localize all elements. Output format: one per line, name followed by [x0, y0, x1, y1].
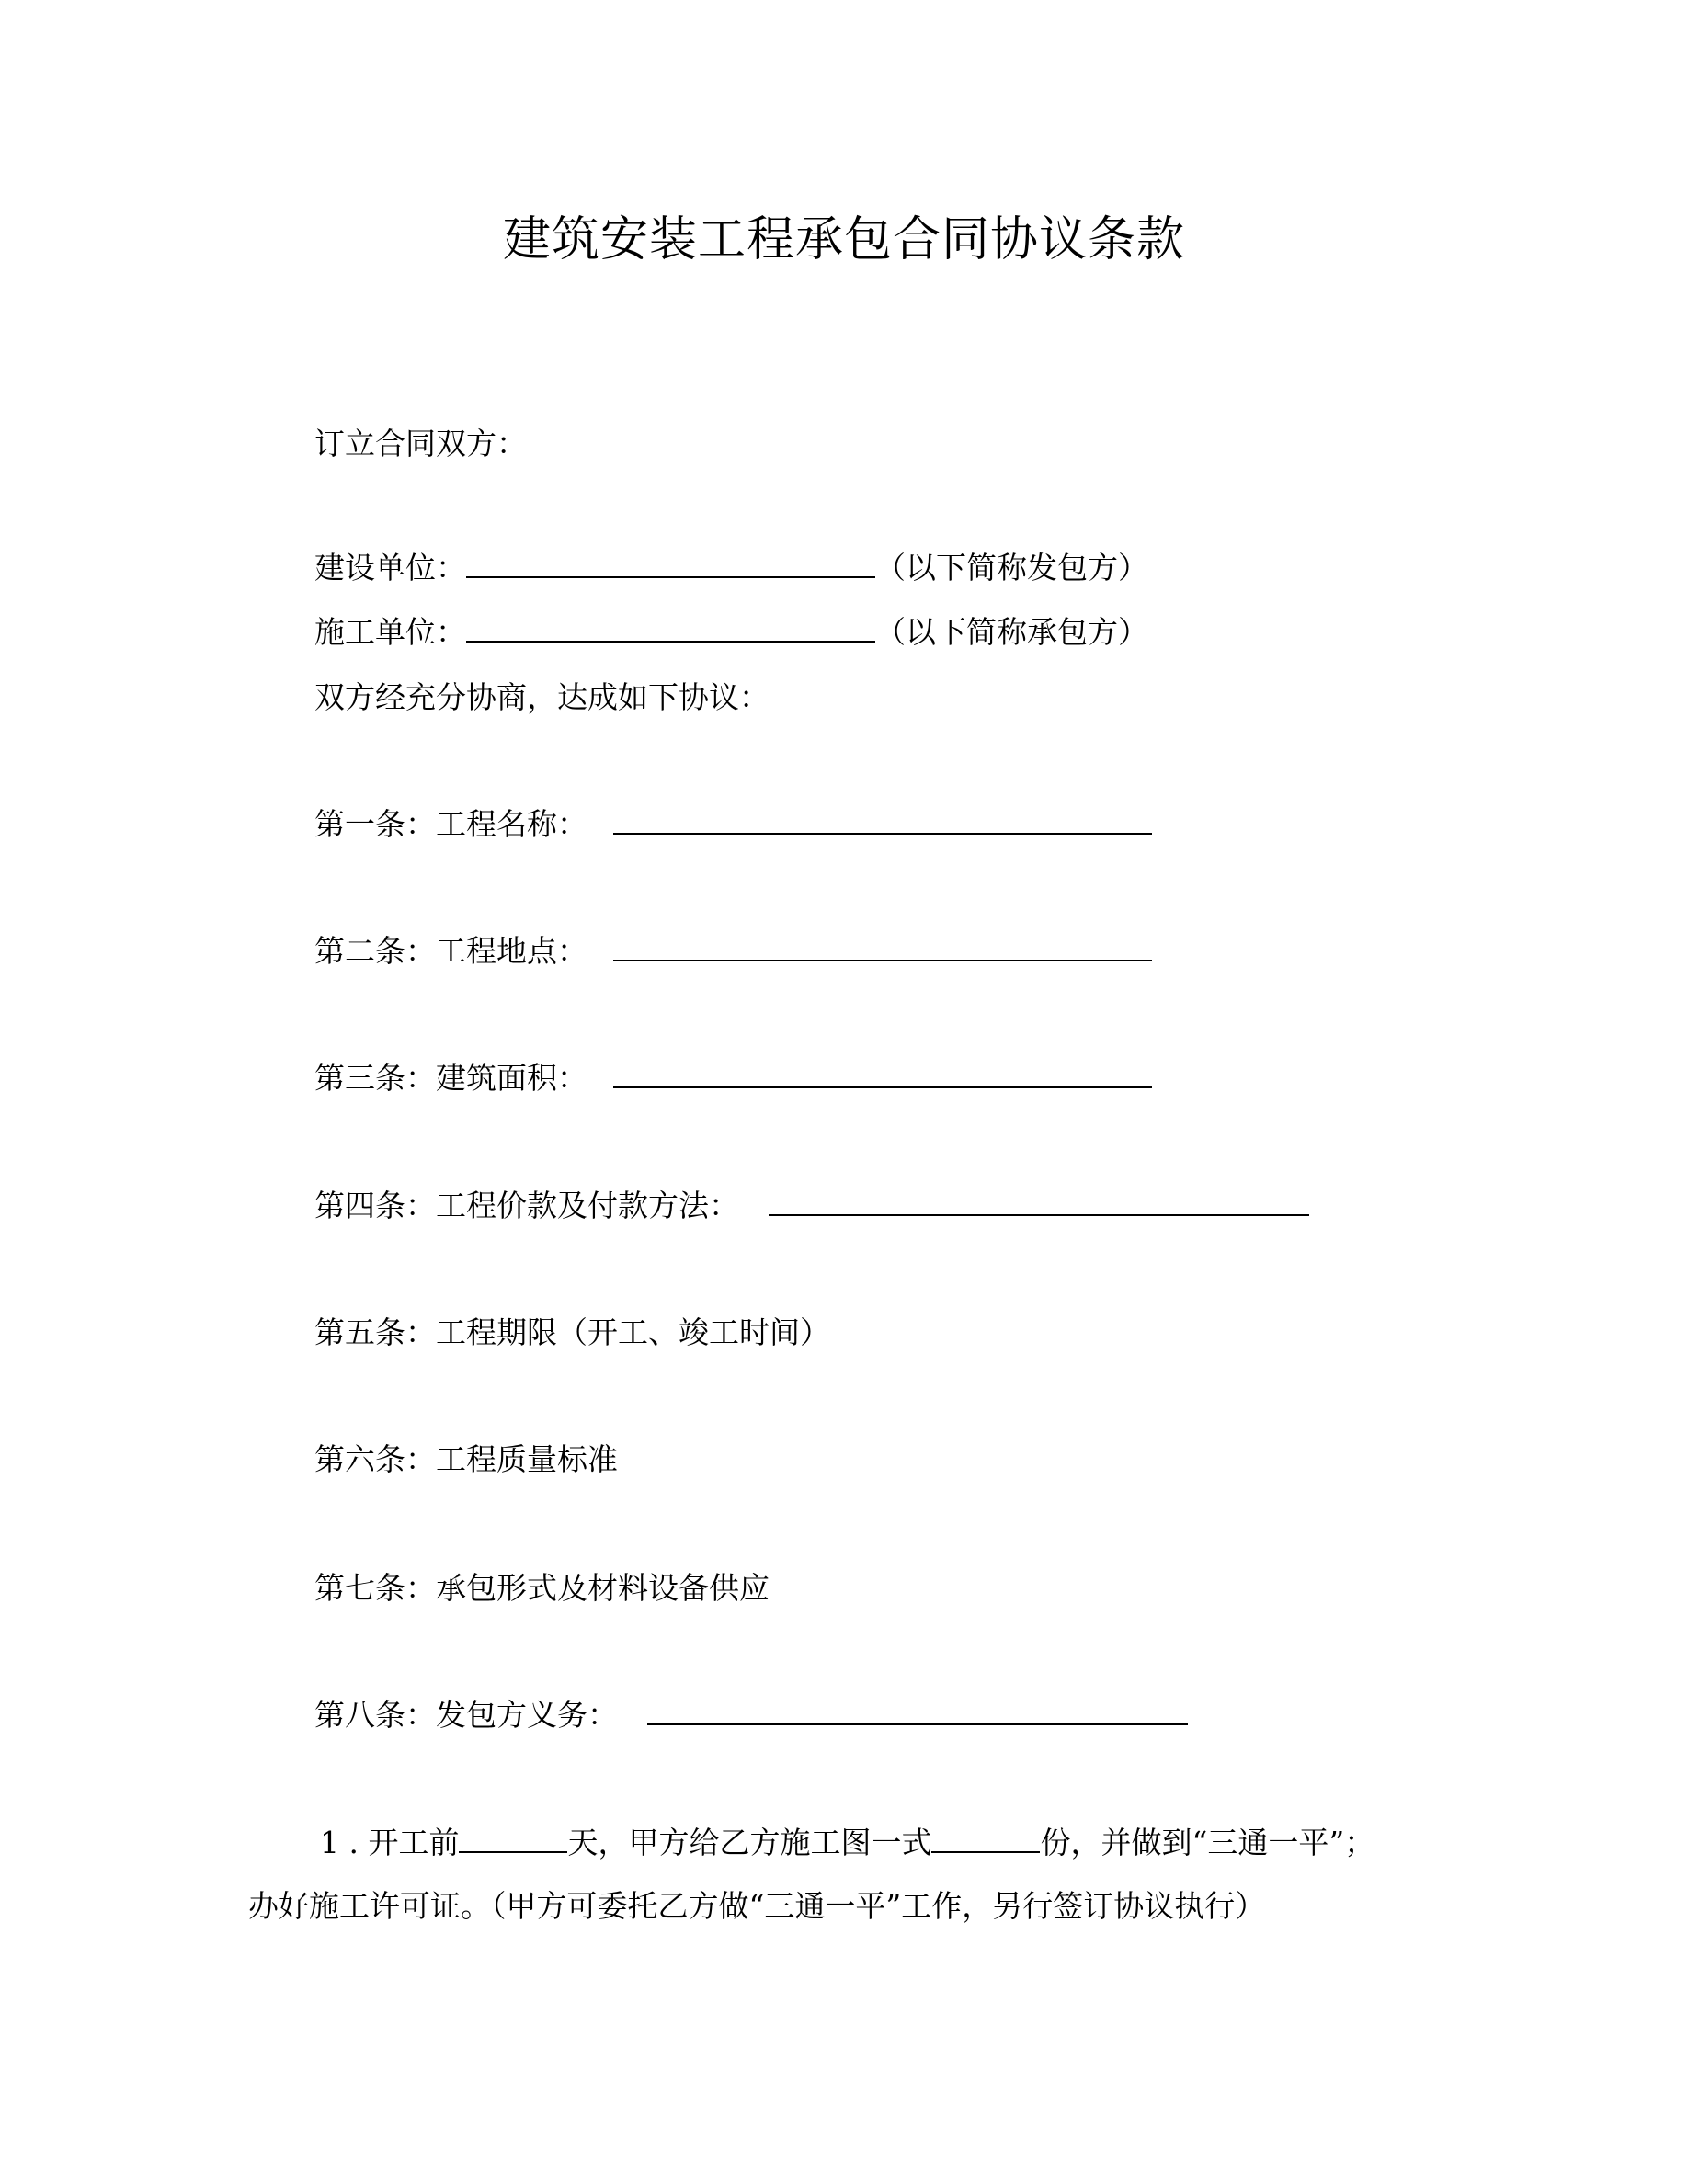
- days-blank[interactable]: [459, 1824, 567, 1853]
- article-1-blank[interactable]: [613, 805, 1152, 835]
- article-8: [314, 1695, 1188, 1735]
- contractor-blank[interactable]: [466, 613, 875, 643]
- item-1-part-2: 天，甲方给乙方施工图一式: [567, 1825, 932, 1860]
- parties-heading: 订立合同双方：: [314, 426, 527, 461]
- article-3-blank[interactable]: [613, 1059, 1152, 1088]
- item-1-line-1: [320, 1823, 1374, 1863]
- article-4: [314, 1186, 1309, 1226]
- article-8-blank[interactable]: [647, 1696, 1188, 1725]
- article-4-label: 第四条：工程价款及付款方法：: [314, 1188, 739, 1223]
- item-1-part-1: 1 . 开工前: [320, 1825, 460, 1860]
- agreement-line: 双方经充分协商，达成如下协议：: [314, 679, 770, 715]
- item-1-part-3: 份，并做到“三通一平”；: [1040, 1825, 1375, 1860]
- copies-blank[interactable]: [931, 1824, 1040, 1853]
- article-2-blank[interactable]: [613, 932, 1152, 961]
- document-title: 建筑安装工程承包合同协议条款: [502, 212, 1185, 267]
- employer-note: （以下简称发包方）: [875, 550, 1148, 586]
- employer-blank[interactable]: [466, 549, 875, 578]
- article-2: [314, 931, 1152, 972]
- article-7: 第七条：承包形式及材料设备供应: [314, 1570, 770, 1606]
- article-1-label: 第一条：工程名称：: [314, 806, 587, 842]
- article-2-label: 第二条：工程地点：: [314, 933, 587, 969]
- employer-line: [314, 548, 1148, 588]
- contractor-note: （以下简称承包方）: [875, 614, 1148, 650]
- article-1: [314, 804, 1152, 845]
- contractor-label: 施工单位：: [314, 614, 466, 650]
- article-8-label: 第八条：发包方义务：: [314, 1697, 618, 1733]
- article-3-label: 第三条：建筑面积：: [314, 1060, 587, 1096]
- article-5: 第五条：工程期限（开工、竣工时间）: [314, 1314, 830, 1350]
- article-3: [314, 1058, 1152, 1098]
- employer-label: 建设单位：: [314, 550, 466, 586]
- article-6: 第六条：工程质量标准: [314, 1441, 618, 1477]
- article-4-blank[interactable]: [769, 1187, 1309, 1216]
- item-1-line-2: 办好施工许可证。（甲方可委托乙方做“三通一平”工作，另行签订协议执行）: [248, 1888, 1266, 1924]
- contractor-line: [314, 612, 1148, 653]
